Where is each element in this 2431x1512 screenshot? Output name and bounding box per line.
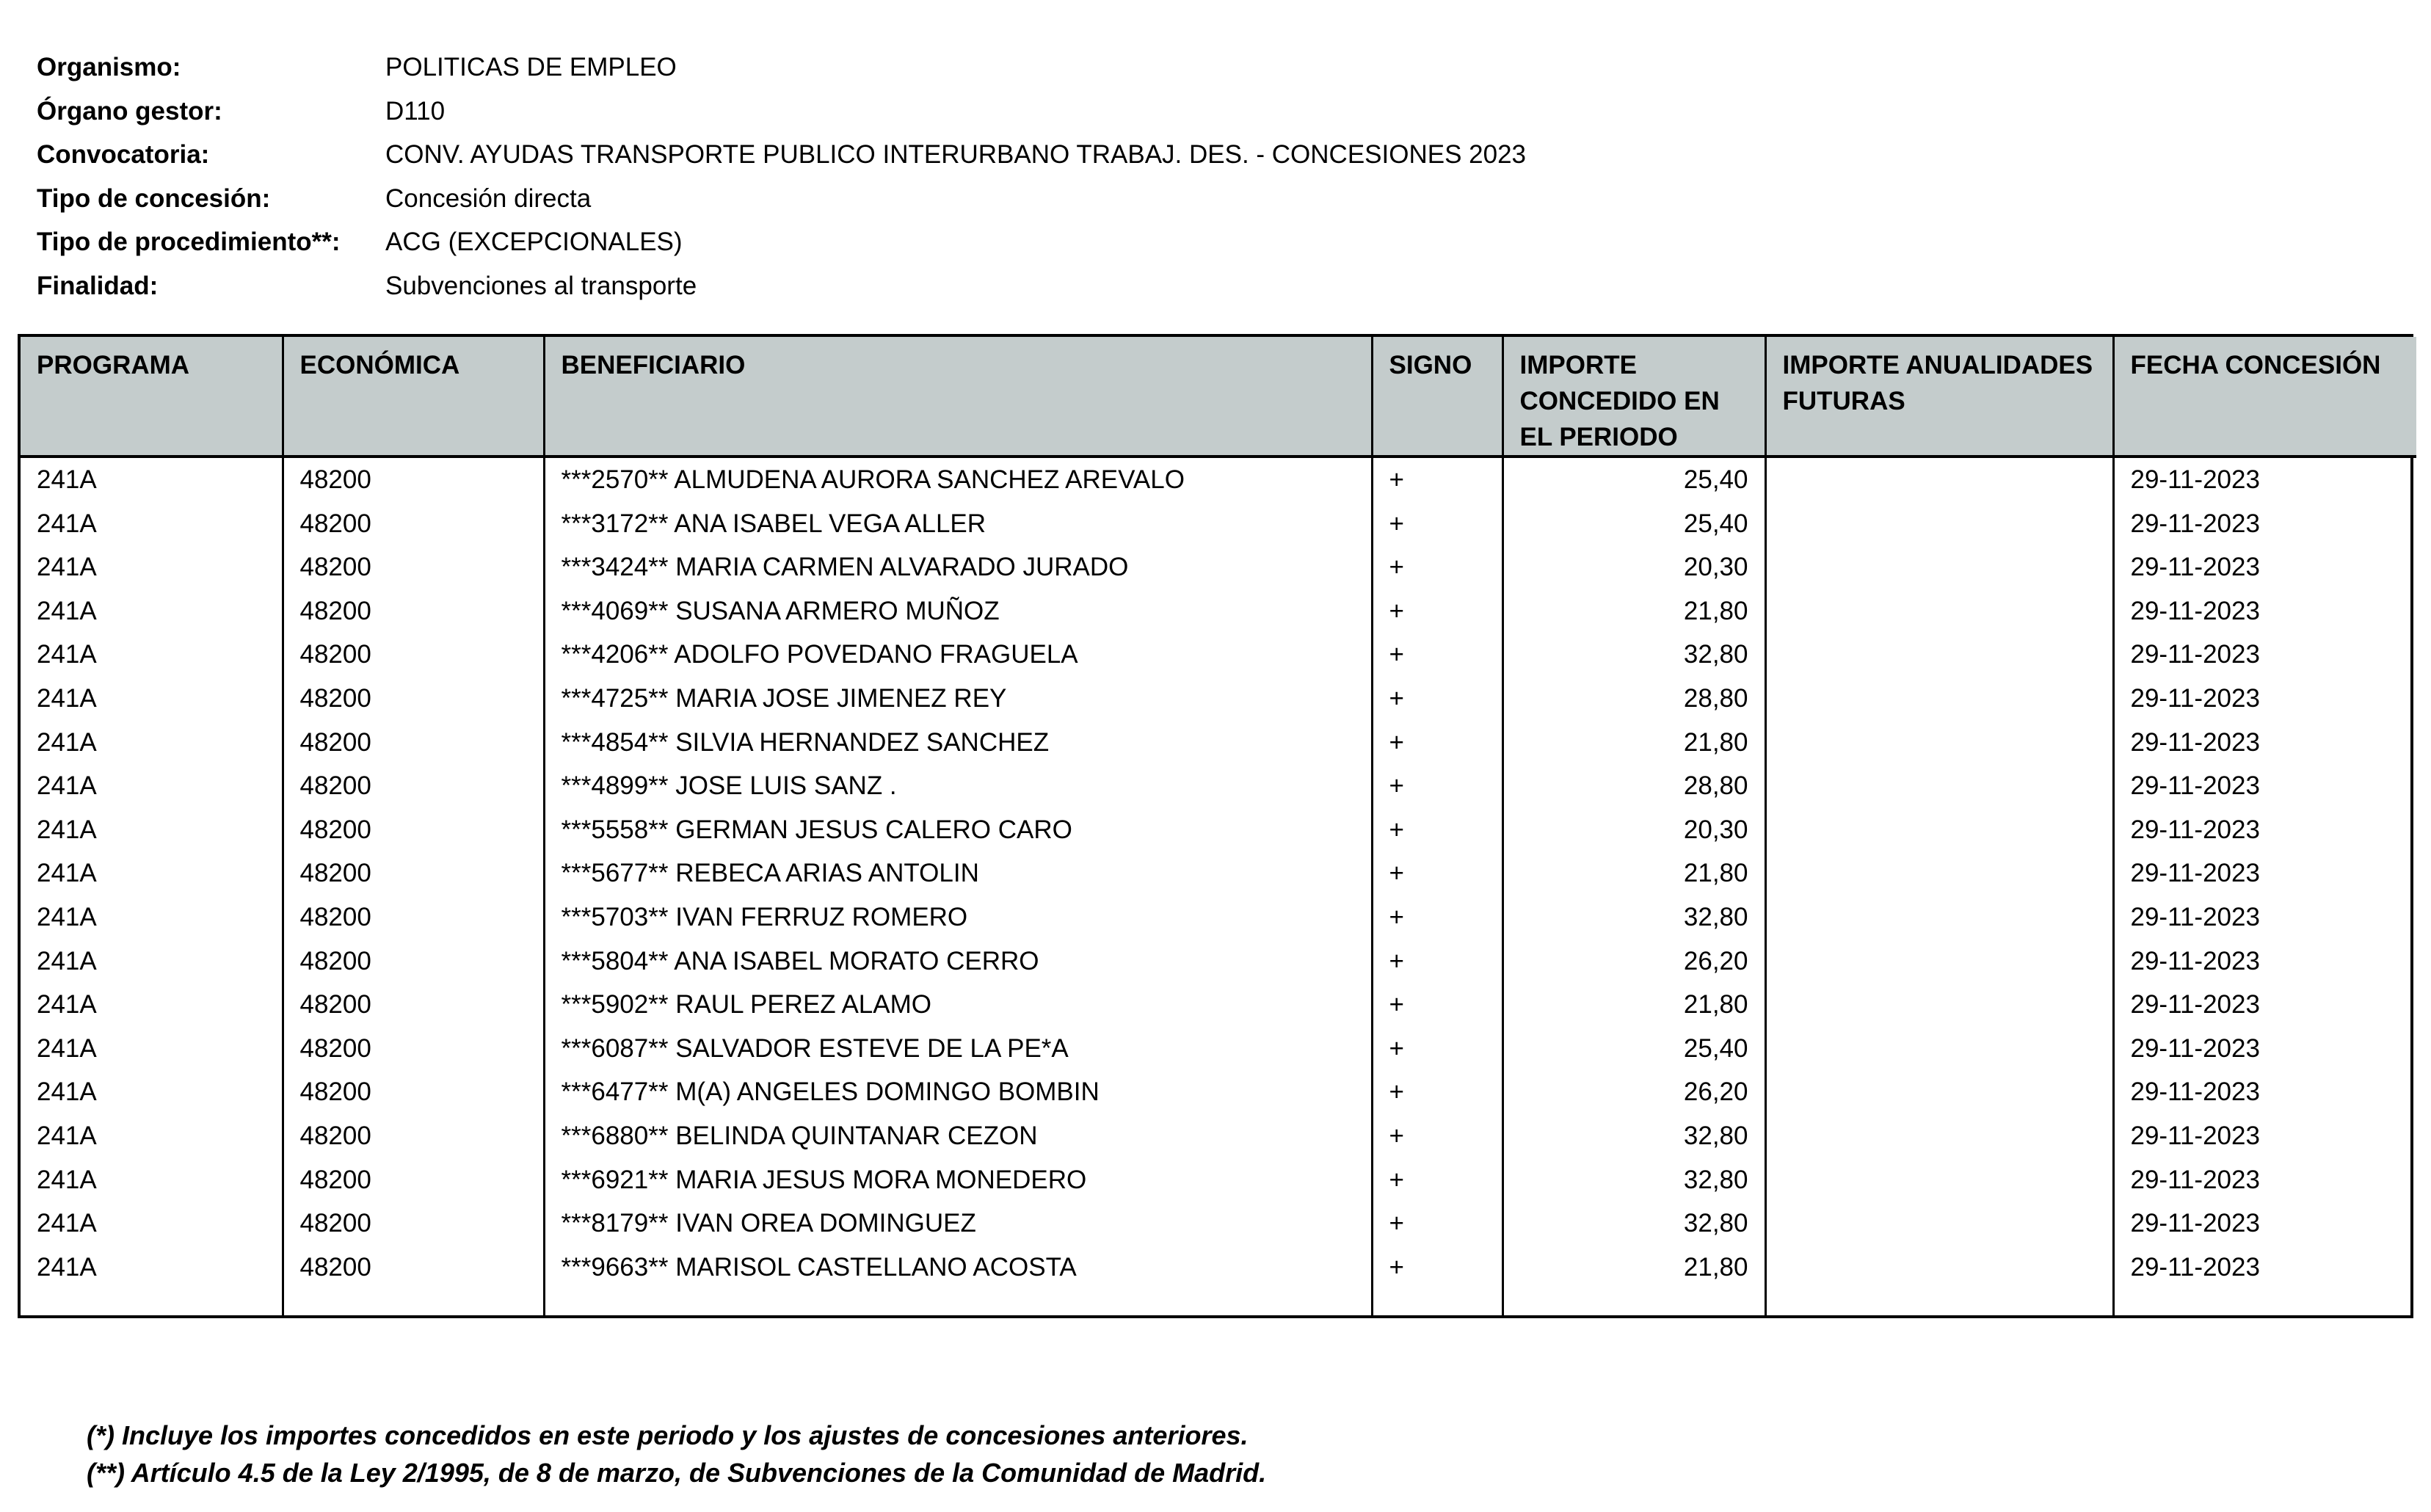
cell-beneficiario: ***6477** M(A) ANGELES DOMINGO BOMBIN	[544, 1070, 1372, 1114]
meta-label: Finalidad:	[37, 271, 159, 300]
cell-importe-anualidades	[1765, 1027, 2113, 1071]
meta-value: D110	[385, 96, 446, 126]
filler-cell	[21, 1289, 283, 1315]
cell-signo: +	[1372, 983, 1502, 1027]
cell-economica: 48200	[283, 1070, 544, 1114]
cell-importe-concedido: 32,80	[1502, 1158, 1765, 1202]
cell-fecha-concesion: 29-11-2023	[2130, 1165, 2260, 1194]
cell-importe-concedido: 25,40	[1502, 502, 1765, 546]
table-body	[21, 457, 2416, 1315]
cell-programa: 241A	[21, 1114, 283, 1158]
cell-signo: +	[1372, 1246, 1502, 1290]
cell-economica: 48200	[283, 1114, 544, 1158]
cell-beneficiario: ***5703** IVAN FERRUZ ROMERO	[544, 895, 1372, 939]
meta-value: Subvenciones al transporte	[385, 271, 697, 300]
header-economica: ECONÓMICA	[283, 337, 544, 457]
cell-importe-anualidades	[1765, 851, 2113, 895]
cell-importe-concedido: 32,80	[1502, 895, 1765, 939]
cell-beneficiario: ***6921** MARIA JESUS MORA MONEDERO	[544, 1158, 1372, 1202]
meta-value: Concesión directa	[385, 183, 592, 213]
cell-importe-concedido: 21,80	[1502, 721, 1765, 765]
footnote-ley: (**) Artículo 4.5 de la Ley 2/1995, de 8 de marzo, de Subvenciones de la Comunidad de Madrid.	[87, 1458, 1267, 1488]
cell-programa: 241A	[21, 1027, 283, 1071]
cell-beneficiario: ***8179** IVAN OREA DOMINGUEZ	[544, 1202, 1372, 1246]
table-row	[21, 1158, 2416, 1202]
header-programa: PROGRAMA	[21, 337, 283, 457]
cell-signo: +	[1372, 633, 1502, 677]
cell-programa: 241A	[21, 764, 283, 808]
meta-value: POLITICAS DE EMPLEO	[385, 53, 677, 81]
cell-economica: 48200	[283, 808, 544, 852]
cell-programa: 241A	[21, 1246, 283, 1290]
table-row	[21, 721, 2416, 765]
meta-row	[37, 46, 1526, 90]
filler-cell	[1765, 1289, 2113, 1315]
footnotes	[87, 1417, 1266, 1491]
cell-programa: 241A	[21, 589, 283, 633]
cell-economica: 48200	[283, 1202, 544, 1246]
cell-programa: 241A	[21, 457, 283, 502]
filler-cell	[2113, 1289, 2416, 1315]
cell-fecha-concesion: 29-11-2023	[2130, 640, 2260, 669]
cell-fecha-concesion: 29-11-2023	[2130, 1252, 2260, 1282]
cell-beneficiario: ***5677** REBECA ARIAS ANTOLIN	[544, 851, 1372, 895]
meta-value: CONV. AYUDAS TRANSPORTE PUBLICO INTERURBANO TRABAJ. DES. - CONCESIONES 2023	[385, 140, 1527, 169]
table-row	[21, 895, 2416, 939]
cell-programa: 241A	[21, 851, 283, 895]
cell-fecha-concesion: 29-11-2023	[2130, 946, 2260, 975]
table-filler-row	[21, 1289, 2416, 1315]
cell-beneficiario: ***5558** GERMAN JESUS CALERO CARO	[544, 808, 1372, 852]
cell-beneficiario: ***4069** SUSANA ARMERO MUÑOZ	[544, 589, 1372, 633]
cell-economica: 48200	[283, 851, 544, 895]
cell-signo: +	[1372, 1027, 1502, 1071]
table-header-row	[21, 337, 2416, 457]
meta-label: Convocatoria:	[37, 140, 210, 169]
cell-fecha-concesion: 29-11-2023	[2130, 771, 2260, 801]
table-row	[21, 1246, 2416, 1290]
cell-fecha-concesion: 29-11-2023	[2130, 553, 2260, 582]
table-row	[21, 589, 2416, 633]
cell-importe-anualidades	[1765, 1114, 2113, 1158]
table-row	[21, 1027, 2416, 1071]
cell-programa: 241A	[21, 545, 283, 589]
cell-importe-anualidades	[1765, 895, 2113, 939]
cell-economica: 48200	[283, 1027, 544, 1071]
cell-signo: +	[1372, 677, 1502, 721]
cell-importe-anualidades	[1765, 1070, 2113, 1114]
cell-importe-anualidades	[1765, 633, 2113, 677]
header-signo: SIGNO	[1372, 337, 1502, 457]
cell-economica: 48200	[283, 502, 544, 546]
cell-importe-anualidades	[1765, 502, 2113, 546]
cell-fecha-concesion: 29-11-2023	[2130, 990, 2260, 1019]
cell-signo: +	[1372, 589, 1502, 633]
cell-signo: +	[1372, 1070, 1502, 1114]
footnote-importes: (*) Incluye los importes concedidos en este periodo y los ajustes de concesiones anteriores.	[87, 1420, 1249, 1450]
concessions-table-frame	[18, 334, 2413, 1318]
cell-signo: +	[1372, 1202, 1502, 1246]
meta-row	[37, 90, 1526, 134]
cell-importe-anualidades	[1765, 589, 2113, 633]
cell-economica: 48200	[283, 589, 544, 633]
cell-signo: +	[1372, 851, 1502, 895]
cell-signo: +	[1372, 502, 1502, 546]
cell-beneficiario: ***4206** ADOLFO POVEDANO FRAGUELA	[544, 633, 1372, 677]
cell-programa: 241A	[21, 808, 283, 852]
cell-economica: 48200	[283, 1246, 544, 1290]
cell-economica: 48200	[283, 939, 544, 984]
cell-beneficiario: ***3172** ANA ISABEL VEGA ALLER	[544, 502, 1372, 546]
cell-importe-anualidades	[1765, 1202, 2113, 1246]
cell-fecha-concesion: 29-11-2023	[2130, 1121, 2260, 1150]
cell-economica: 48200	[283, 545, 544, 589]
cell-economica: 48200	[283, 721, 544, 765]
table-row	[21, 939, 2416, 984]
cell-programa: 241A	[21, 895, 283, 939]
cell-importe-concedido: 32,80	[1502, 1114, 1765, 1158]
table-row	[21, 983, 2416, 1027]
cell-fecha-concesion: 29-11-2023	[2130, 1077, 2260, 1107]
meta-label: Organismo:	[37, 53, 181, 81]
table-row	[21, 545, 2416, 589]
cell-importe-concedido: 32,80	[1502, 633, 1765, 677]
table-row	[21, 502, 2416, 546]
concessions-table	[21, 337, 2416, 1315]
filler-cell	[1372, 1289, 1502, 1315]
cell-importe-concedido: 32,80	[1502, 1202, 1765, 1246]
cell-fecha-concesion: 29-11-2023	[2130, 509, 2260, 538]
cell-fecha-concesion: 29-11-2023	[2130, 815, 2260, 844]
cell-signo: +	[1372, 764, 1502, 808]
cell-programa: 241A	[21, 1202, 283, 1246]
meta-row	[37, 264, 1526, 308]
cell-importe-concedido: 25,40	[1502, 457, 1765, 502]
cell-beneficiario: ***5902** RAUL PEREZ ALAMO	[544, 983, 1372, 1027]
cell-importe-anualidades	[1765, 1158, 2113, 1202]
cell-signo: +	[1372, 895, 1502, 939]
cell-programa: 241A	[21, 1070, 283, 1114]
filler-cell	[544, 1289, 1372, 1315]
cell-importe-anualidades	[1765, 545, 2113, 589]
cell-signo: +	[1372, 808, 1502, 852]
cell-beneficiario: ***6087** SALVADOR ESTEVE DE LA PE*A	[544, 1027, 1372, 1071]
cell-importe-concedido: 26,20	[1502, 1070, 1765, 1114]
table-row	[21, 851, 2416, 895]
cell-importe-concedido: 21,80	[1502, 851, 1765, 895]
cell-programa: 241A	[21, 633, 283, 677]
cell-importe-concedido: 21,80	[1502, 983, 1765, 1027]
meta-value: ACG (EXCEPCIONALES)	[385, 228, 683, 256]
cell-beneficiario: ***6880** BELINDA QUINTANAR CEZON	[544, 1114, 1372, 1158]
cell-importe-concedido: 28,80	[1502, 764, 1765, 808]
cell-signo: +	[1372, 1158, 1502, 1202]
cell-importe-concedido: 25,40	[1502, 1027, 1765, 1071]
document-metadata	[37, 46, 1526, 308]
cell-importe-anualidades	[1765, 808, 2113, 852]
meta-row	[37, 177, 1526, 221]
header-importe-anualidades: IMPORTE ANUALIDADES FUTURAS	[1765, 337, 2113, 457]
meta-label: Órgano gestor:	[37, 96, 222, 126]
cell-beneficiario: ***2570** ALMUDENA AURORA SANCHEZ AREVALO	[544, 457, 1372, 502]
cell-beneficiario: ***4725** MARIA JOSE JIMENEZ REY	[544, 677, 1372, 721]
cell-beneficiario: ***3424** MARIA CARMEN ALVARADO JURADO	[544, 545, 1372, 589]
cell-programa: 241A	[21, 677, 283, 721]
cell-beneficiario: ***4899** JOSE LUIS SANZ .	[544, 764, 1372, 808]
cell-importe-anualidades	[1765, 721, 2113, 765]
cell-signo: +	[1372, 1114, 1502, 1158]
cell-fecha-concesion: 29-11-2023	[2130, 465, 2260, 494]
table-row	[21, 1070, 2416, 1114]
table-row	[21, 808, 2416, 852]
cell-economica: 48200	[283, 1158, 544, 1202]
cell-signo: +	[1372, 457, 1502, 502]
table-row	[21, 457, 2416, 502]
cell-fecha-concesion: 29-11-2023	[2130, 902, 2260, 931]
header-beneficiario: BENEFICIARIO	[544, 337, 1372, 457]
cell-importe-concedido: 28,80	[1502, 677, 1765, 721]
cell-fecha-concesion: 29-11-2023	[2130, 727, 2260, 757]
table-row	[21, 677, 2416, 721]
cell-economica: 48200	[283, 895, 544, 939]
cell-economica: 48200	[283, 764, 544, 808]
header-fecha-concesion: FECHA CONCESIÓN	[2113, 337, 2416, 457]
cell-beneficiario: ***9663** MARISOL CASTELLANO ACOSTA	[544, 1246, 1372, 1290]
cell-importe-concedido: 21,80	[1502, 589, 1765, 633]
cell-programa: 241A	[21, 502, 283, 546]
header-importe-concedido: IMPORTE CONCEDIDO EN EL PERIODO	[1502, 337, 1765, 457]
cell-economica: 48200	[283, 677, 544, 721]
cell-programa: 241A	[21, 939, 283, 984]
cell-signo: +	[1372, 939, 1502, 984]
table-row	[21, 633, 2416, 677]
cell-economica: 48200	[283, 633, 544, 677]
cell-importe-anualidades	[1765, 939, 2113, 984]
cell-fecha-concesion: 29-11-2023	[2130, 596, 2260, 625]
cell-importe-concedido: 20,30	[1502, 545, 1765, 589]
meta-row	[37, 220, 1526, 264]
cell-fecha-concesion: 29-11-2023	[2130, 1033, 2260, 1063]
table-row	[21, 764, 2416, 808]
cell-fecha-concesion: 29-11-2023	[2130, 859, 2260, 888]
cell-economica: 48200	[283, 457, 544, 502]
cell-importe-concedido: 20,30	[1502, 808, 1765, 852]
cell-importe-concedido: 26,20	[1502, 939, 1765, 984]
cell-importe-anualidades	[1765, 677, 2113, 721]
meta-label: Tipo de procedimiento**:	[37, 228, 341, 256]
meta-row	[37, 133, 1526, 177]
cell-fecha-concesion: 29-11-2023	[2130, 1209, 2260, 1238]
filler-cell	[1502, 1289, 1765, 1315]
cell-beneficiario: ***5804** ANA ISABEL MORATO CERRO	[544, 939, 1372, 984]
cell-importe-anualidades	[1765, 457, 2113, 502]
cell-importe-concedido: 21,80	[1502, 1246, 1765, 1290]
cell-importe-anualidades	[1765, 1246, 2113, 1290]
cell-programa: 241A	[21, 1158, 283, 1202]
meta-label: Tipo de concesión:	[37, 183, 271, 213]
cell-economica: 48200	[283, 983, 544, 1027]
cell-beneficiario: ***4854** SILVIA HERNANDEZ SANCHEZ	[544, 721, 1372, 765]
cell-importe-anualidades	[1765, 764, 2113, 808]
cell-fecha-concesion: 29-11-2023	[2130, 683, 2260, 713]
table-row	[21, 1202, 2416, 1246]
cell-signo: +	[1372, 545, 1502, 589]
filler-cell	[283, 1289, 544, 1315]
cell-programa: 241A	[21, 721, 283, 765]
cell-signo: +	[1372, 721, 1502, 765]
cell-programa: 241A	[21, 983, 283, 1027]
cell-importe-anualidades	[1765, 983, 2113, 1027]
table-row	[21, 1114, 2416, 1158]
